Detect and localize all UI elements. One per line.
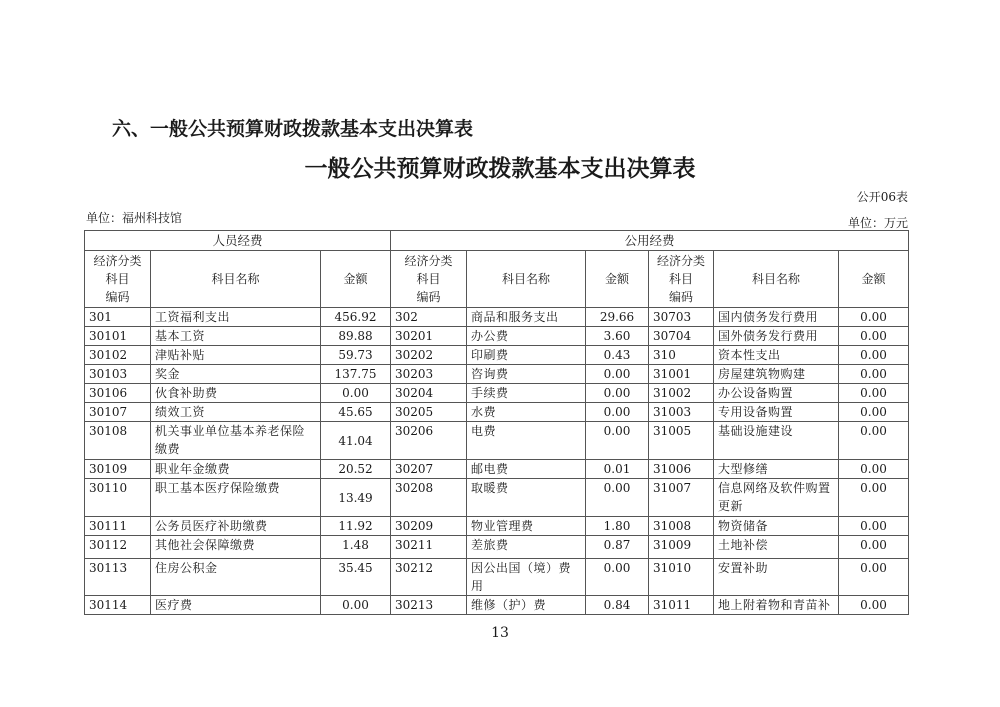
other-code-cell: 31009 (649, 536, 714, 559)
other-amount-cell: 0.00 (839, 422, 909, 460)
personnel-name-cell: 基本工资 (151, 327, 321, 346)
personnel-name-cell: 其他社会保障缴费 (151, 536, 321, 559)
personnel-name-cell: 奖金 (151, 365, 321, 384)
goods-code-cell: 30202 (391, 346, 467, 365)
other-code-cell: 31007 (649, 479, 714, 517)
other-code-cell: 31005 (649, 422, 714, 460)
other-amount-cell: 0.00 (839, 517, 909, 536)
personnel-name-cell: 公务员医疗补助缴费 (151, 517, 321, 536)
personnel-amount-cell: 11.92 (321, 517, 391, 536)
other-amount-cell: 0.00 (839, 308, 909, 327)
other-code-cell: 31003 (649, 403, 714, 422)
code-header-line: 编码 (416, 290, 441, 304)
personnel-code-cell: 301 (85, 308, 151, 327)
goods-amount-cell: 0.43 (586, 346, 649, 365)
goods-code-cell: 30213 (391, 596, 467, 615)
personnel-code-cell: 30109 (85, 460, 151, 479)
personnel-code-cell: 30101 (85, 327, 151, 346)
personnel-amount-cell: 45.65 (321, 403, 391, 422)
goods-amount-cell: 0.01 (586, 460, 649, 479)
column-header-row (85, 251, 909, 308)
goods-amount-cell: 0.00 (586, 384, 649, 403)
goods-code-cell: 30204 (391, 384, 467, 403)
other-amount-cell: 0.00 (839, 403, 909, 422)
goods-amount-cell: 3.60 (586, 327, 649, 346)
personnel-name-cell: 职业年金缴费 (151, 460, 321, 479)
goods-amount-cell: 1.80 (586, 517, 649, 536)
goods-name-cell: 手续费 (467, 384, 586, 403)
personnel-name-cell: 机关事业单位基本养老保险缴费 (151, 422, 321, 460)
other-name-cell: 安置补助 (714, 559, 839, 596)
goods-name-cell: 维修（护）费 (467, 596, 586, 615)
code-header-line: 编码 (668, 290, 693, 304)
personnel-amount-cell: 13.49 (321, 479, 391, 517)
goods-name-cell: 因公出国（境）费用 (467, 559, 586, 596)
page-title: 一般公共预算财政拨款基本支出决算表 (304, 156, 696, 182)
goods-code-cell: 30207 (391, 460, 467, 479)
table-row (85, 384, 909, 403)
form-number: 公开06表 (856, 190, 908, 204)
table-row (85, 536, 909, 559)
other-name-cell: 房屋建筑物购建 (714, 365, 839, 384)
goods-name-cell: 咨询费 (467, 365, 586, 384)
goods-amount-cell: 0.00 (586, 422, 649, 460)
personnel-code-cell: 30114 (85, 596, 151, 615)
personnel-name-cell: 工资福利支出 (151, 308, 321, 327)
other-amount-cell: 0.00 (839, 479, 909, 517)
personnel-amount-cell: 0.00 (321, 384, 391, 403)
personnel-amount-cell: 20.52 (321, 460, 391, 479)
amount-header: 金额 (839, 251, 909, 308)
other-name-cell: 资本性支出 (714, 346, 839, 365)
other-amount-cell: 0.00 (839, 536, 909, 559)
other-amount-cell: 0.00 (839, 384, 909, 403)
other-name-cell: 基础设施建设 (714, 422, 839, 460)
goods-code-cell: 30208 (391, 479, 467, 517)
goods-code-cell: 30212 (391, 559, 467, 596)
other-name-cell: 物资储备 (714, 517, 839, 536)
other-name-cell: 国外债务发行费用 (714, 327, 839, 346)
personnel-name-cell: 津贴补贴 (151, 346, 321, 365)
amount-header: 金额 (321, 251, 391, 308)
goods-name-cell: 取暖费 (467, 479, 586, 517)
personnel-amount-cell: 456.92 (321, 308, 391, 327)
personnel-code-cell: 30102 (85, 346, 151, 365)
goods-amount-cell: 0.00 (586, 559, 649, 596)
organization-unit: 单位：福州科技馆 (86, 211, 183, 225)
personnel-name-cell: 职工基本医疗保险缴费 (151, 479, 321, 517)
other-amount-cell: 0.00 (839, 596, 909, 615)
goods-name-cell: 印刷费 (467, 346, 586, 365)
personnel-name-cell: 住房公积金 (151, 559, 321, 596)
goods-amount-cell: 0.87 (586, 536, 649, 559)
code-header-line: 科目 (668, 272, 693, 286)
other-code-cell: 30703 (649, 308, 714, 327)
goods-name-cell: 差旅费 (467, 536, 586, 559)
goods-name-cell: 办公费 (467, 327, 586, 346)
personnel-amount-cell: 137.75 (321, 365, 391, 384)
other-name-cell: 办公设备购置 (714, 384, 839, 403)
goods-amount-cell: 0.00 (586, 403, 649, 422)
other-amount-cell: 0.00 (839, 559, 909, 596)
public-section-header: 公用经费 (391, 231, 909, 251)
personnel-amount-cell: 35.45 (321, 559, 391, 596)
other-amount-cell: 0.00 (839, 346, 909, 365)
code-header (649, 251, 714, 308)
personnel-code-cell: 30106 (85, 384, 151, 403)
personnel-code-cell: 30113 (85, 559, 151, 596)
goods-amount-cell: 0.00 (586, 365, 649, 384)
table-row (85, 517, 909, 536)
other-name-cell: 大型修缮 (714, 460, 839, 479)
table-row (85, 346, 909, 365)
goods-code-cell: 302 (391, 308, 467, 327)
goods-code-cell: 30211 (391, 536, 467, 559)
goods-code-cell: 30203 (391, 365, 467, 384)
personnel-amount-cell: 1.48 (321, 536, 391, 559)
goods-amount-cell: 0.00 (586, 479, 649, 517)
personnel-code-cell: 30108 (85, 422, 151, 460)
personnel-amount-cell: 0.00 (321, 596, 391, 615)
other-amount-cell: 0.00 (839, 460, 909, 479)
personnel-code-cell: 30110 (85, 479, 151, 517)
other-code-cell: 31010 (649, 559, 714, 596)
table-row (85, 479, 909, 517)
other-code-cell: 31011 (649, 596, 714, 615)
code-header (85, 251, 151, 308)
goods-amount-cell: 0.84 (586, 596, 649, 615)
code-header-line: 编码 (105, 290, 130, 304)
goods-amount-cell: 29.66 (586, 308, 649, 327)
personnel-amount-cell: 59.73 (321, 346, 391, 365)
other-name-cell: 国内债务发行费用 (714, 308, 839, 327)
table-row (85, 460, 909, 479)
table-row (85, 365, 909, 384)
table-row (85, 422, 909, 460)
goods-code-cell: 30201 (391, 327, 467, 346)
code-header-line: 经济分类 (656, 254, 705, 268)
code-header (391, 251, 467, 308)
section-title: 六、一般公共预算财政拨款基本支出决算表 (112, 118, 474, 140)
goods-code-cell: 30206 (391, 422, 467, 460)
personnel-name-cell: 医疗费 (151, 596, 321, 615)
other-code-cell: 310 (649, 346, 714, 365)
table-row (85, 559, 909, 596)
name-header: 科目名称 (151, 251, 321, 308)
other-code-cell: 30704 (649, 327, 714, 346)
name-header: 科目名称 (714, 251, 839, 308)
code-header-line: 经济分类 (404, 254, 453, 268)
other-name-cell: 土地补偿 (714, 536, 839, 559)
code-header-line: 经济分类 (93, 254, 142, 268)
other-name-cell: 专用设备购置 (714, 403, 839, 422)
name-header: 科目名称 (467, 251, 586, 308)
personnel-amount-cell: 89.88 (321, 327, 391, 346)
other-name-cell: 地上附着物和青苗补 (714, 596, 839, 615)
personnel-code-cell: 30112 (85, 536, 151, 559)
personnel-name-cell: 绩效工资 (151, 403, 321, 422)
personnel-code-cell: 30107 (85, 403, 151, 422)
section-header-row (85, 231, 909, 251)
personnel-section-header: 人员经费 (85, 231, 391, 251)
goods-name-cell: 邮电费 (467, 460, 586, 479)
goods-name-cell: 电费 (467, 422, 586, 460)
personnel-amount-cell: 41.04 (321, 422, 391, 460)
table-row (85, 403, 909, 422)
code-header-line: 科目 (105, 272, 130, 286)
other-amount-cell: 0.00 (839, 327, 909, 346)
other-code-cell: 31006 (649, 460, 714, 479)
budget-table (84, 230, 909, 615)
table-row (85, 327, 909, 346)
personnel-name-cell: 伙食补助费 (151, 384, 321, 403)
goods-code-cell: 30205 (391, 403, 467, 422)
other-name-cell: 信息网络及软件购置更新 (714, 479, 839, 517)
goods-name-cell: 商品和服务支出 (467, 308, 586, 327)
goods-code-cell: 30209 (391, 517, 467, 536)
other-amount-cell: 0.00 (839, 365, 909, 384)
other-code-cell: 31008 (649, 517, 714, 536)
other-code-cell: 31001 (649, 365, 714, 384)
currency-unit: 单位：万元 (847, 216, 908, 230)
code-header-line: 科目 (416, 272, 441, 286)
page-number: 13 (491, 625, 509, 641)
table-row (85, 308, 909, 327)
personnel-code-cell: 30103 (85, 365, 151, 384)
goods-name-cell: 物业管理费 (467, 517, 586, 536)
other-code-cell: 31002 (649, 384, 714, 403)
goods-name-cell: 水费 (467, 403, 586, 422)
amount-header: 金额 (586, 251, 649, 308)
personnel-code-cell: 30111 (85, 517, 151, 536)
table-row (85, 596, 909, 615)
